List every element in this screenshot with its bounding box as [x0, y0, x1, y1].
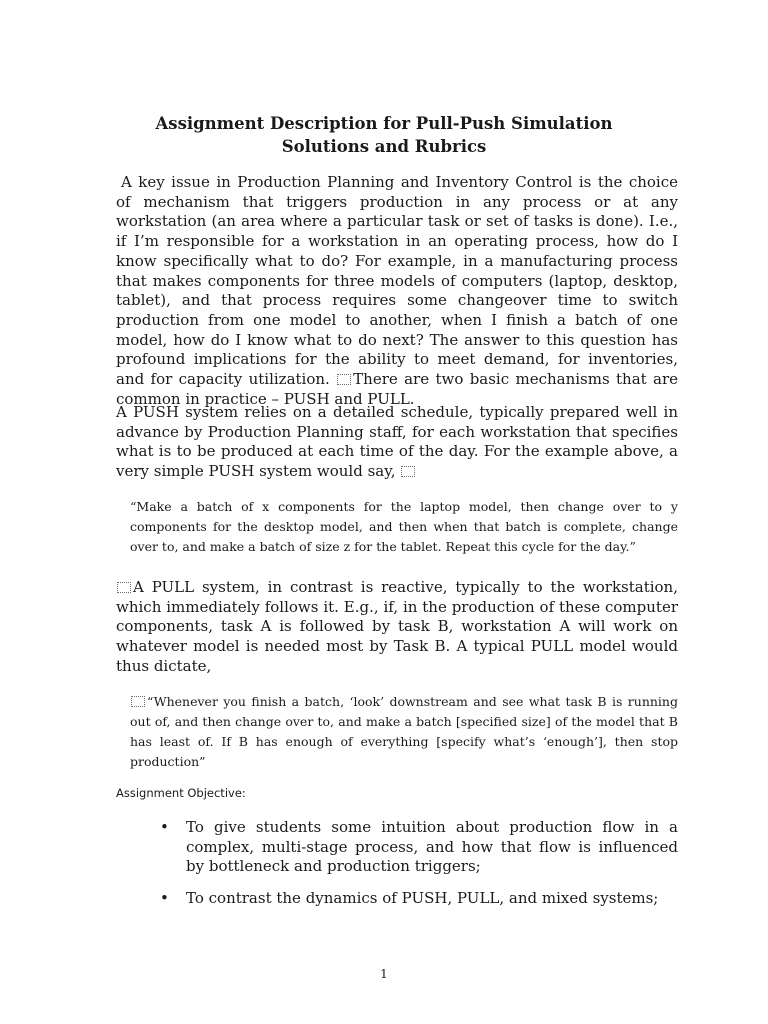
intro-paragraph-tail: There are two basic mechanisms that are common in practice – PUSH and PULL. [116, 370, 679, 408]
objective-list [116, 818, 678, 921]
bullet-icon: • [160, 889, 169, 908]
title-line-2: Solutions and Rubrics [281, 137, 487, 156]
push-paragraph-text: A PUSH system relies on a detailed schedule, typically prepared well in advance by Production Planning staff, for each workstation that specifies what is to be produced at each time of the day. For the example above, a very simple PUSH system would say, [116, 403, 678, 481]
pull-paragraph-text: A PULL system, in contrast is reactive, typically to the workstation, which immediately follows it. E.g., if, in the production of these computer components, task A is followed by task B, workstation A will work on whatever model is needed most by Task B. A typical PULL model would thus dictate, [116, 578, 678, 675]
list-item-text: To contrast the dynamics of PUSH, PULL, and mixed systems; [186, 889, 659, 908]
missing-glyph-icon [337, 374, 351, 385]
document-title [0, 112, 768, 158]
page-number: 1 [380, 967, 388, 981]
missing-glyph-icon [401, 466, 415, 477]
list-item [116, 818, 678, 877]
objective-heading: Assignment Objective: [116, 786, 246, 800]
push-quote [130, 497, 678, 557]
push-quote-text: “Make a batch of x components for the laptop model, then change over to y components for the desktop model, and then when that batch is complete, change over to, and make a batch of size z for the tablet. Repeat this cycle for the day.” [130, 499, 678, 554]
pull-quote-text: “Whenever you finish a batch, ‘look’ downstream and see what task B is running out of, and then change over to, and make a batch [specified size] of the model that B has least of. If B has enough of everything [specify what’s ‘enough’], then stop production” [130, 694, 678, 769]
title-line-1: Assignment Description for Pull-Push Simulation [155, 114, 613, 133]
pull-paragraph [116, 578, 678, 677]
push-paragraph [116, 403, 678, 482]
bullet-icon: • [160, 818, 169, 836]
missing-glyph-icon [117, 582, 131, 593]
list-item [116, 889, 678, 909]
intro-paragraph [116, 173, 678, 409]
pull-quote [130, 692, 678, 772]
intro-paragraph-text: A key issue in Production Planning and Inventory Control is the choice of mechanism that triggers production in any process or at any workstation (an area where a particular task or set of tasks is done). I.e., if I’m responsible for a workstation in an operating process, how do I know specifically what to do? For example, in a manufacturing process that makes components for three models of computers (laptop, desktop, tablet), and that process requires some changeover time to switch production from one model to another, when I finish a batch of one model, how do I know what to do next? The answer to this question has profound implications for the ability to meet demand, for inventories, and for capacity utilization. [116, 173, 678, 389]
list-item-text: To give students some intuition about production flow in a complex, multi-stage process, and how that flow is influenced by bottleneck and production triggers; [186, 818, 678, 876]
missing-glyph-icon [131, 696, 145, 707]
